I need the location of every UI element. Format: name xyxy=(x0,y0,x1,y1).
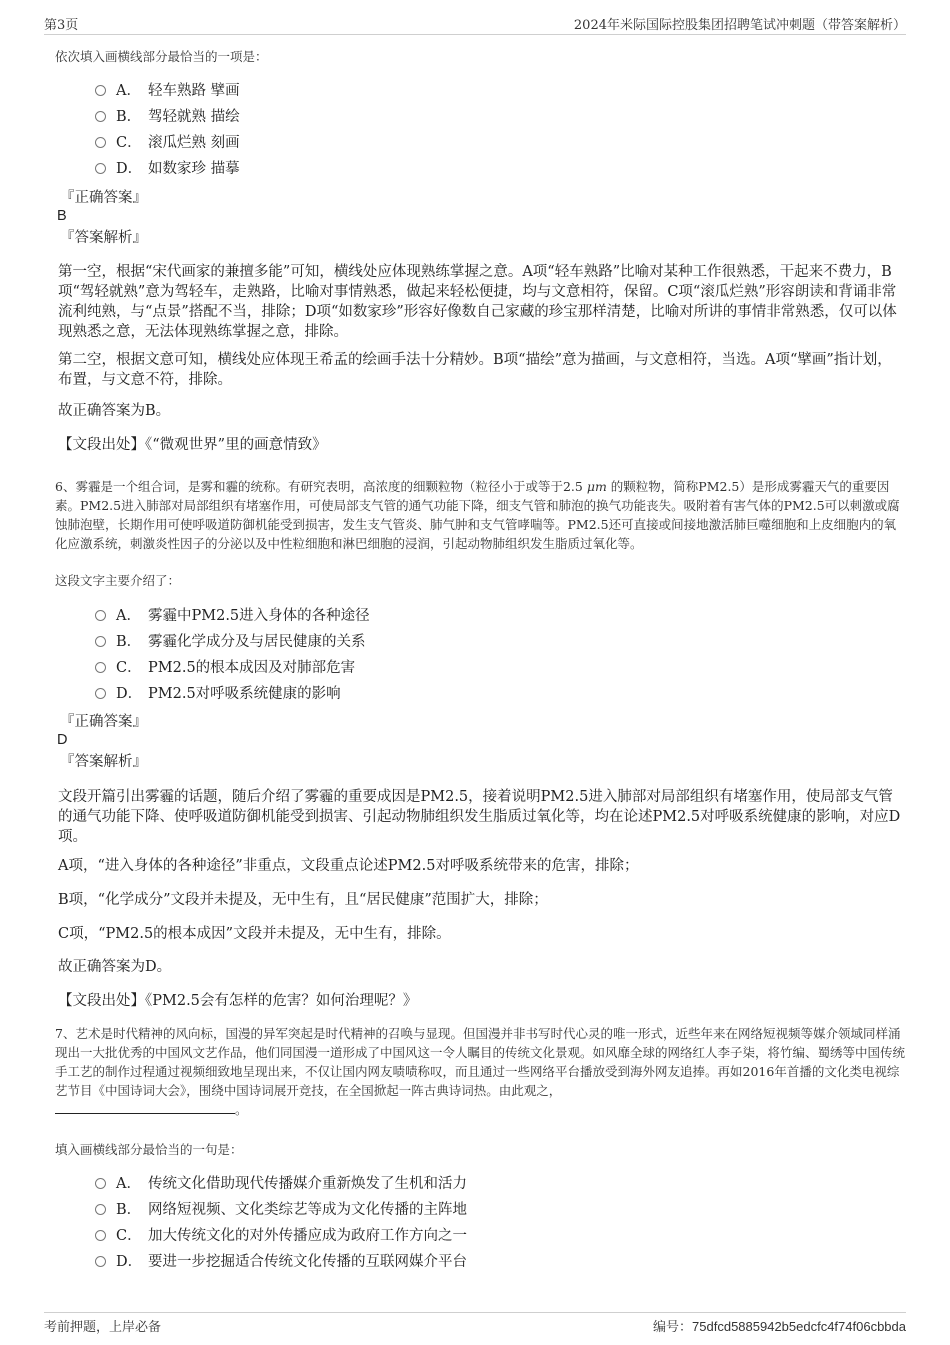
radio-icon[interactable] xyxy=(95,1204,106,1215)
question-passage: 7、艺术是时代精神的风向标，国漫的异军突起是时代精神的召唤与显现。但国漫并非书写时代心灵的唯一形式，近些年来在网络短视频等媒介领域同样涌现出一大批优秀的中国风文艺作品，他们同国漫一道形成了中国风这一令人瞩目的传统文化景观。如风靡全球的网络红人李子柒，将竹编、蜀绣等中国传统手工艺的制作过程通过视频细致地呈现出来，不仅让国内网友啧啧称叹，而且通过一些网络平台播放受到海外网友追捧。再如2016年首播的文化类电视综艺节目《中国诗词大会》，围绕中国诗词展开竞技，在全国掀起一阵古典诗词热。由此观之， 。 xyxy=(55,1026,906,1117)
option-c[interactable]: C． 加大传统文化的对外传播应成为政府工作方向之一 xyxy=(95,1225,467,1247)
page-footer xyxy=(44,1312,906,1337)
radio-icon[interactable] xyxy=(95,662,106,673)
option-b[interactable]: B． 网络短视频、文化类综艺等成为文化传播的主阵地 xyxy=(95,1199,467,1221)
question-stem: 依次填入画横线部分最恰当的一项是： xyxy=(55,49,268,64)
document-title: 2024年米际国际控股集团招聘笔试冲刺题（带答案解析） xyxy=(573,18,906,33)
unit-symbol: μm xyxy=(586,479,607,494)
radio-icon[interactable] xyxy=(95,610,106,621)
document-id: 编号：75dfcd5885942b5edcfc4f74f06cbbda xyxy=(653,1319,906,1334)
source-citation: 【文段出处】《“微观世界”里的画意情致》 xyxy=(58,437,327,453)
question-passage: 6、雾霾是一个组合词，是雾和霾的统称。有研究表明，高浓度的细颗粒物（粒径小于或等于2.5 μm 的颗粒物，简称PM2.5）是形成雾霾天气的重要因素。PM2.5进入肺部对局部组织有堵塞作用，可使局部支气管的通气功能下降，细支气管和肺泡的换气功能丧失。吸附着有害气体的PM2.5可以刺激或腐蚀肺泡壁，长期作用可使呼吸道防御机能受到损害，发生支气管炎、肺气肿和支气管哮喘等。PM2.5还可直接或间接地激活肺巨噬细胞和上皮细胞内的氧化应激系统，刺激炎性因子的分泌以及中性粒细胞和淋巴细胞的浸润，引起动物肺组织发生脂质过氧化等。 xyxy=(55,479,900,551)
radio-icon[interactable] xyxy=(95,688,106,699)
option-d[interactable]: D． PM2.5对呼吸系统健康的影响 xyxy=(95,683,341,705)
analysis-conclusion: 故正确答案为B。 xyxy=(58,403,171,419)
option-c[interactable]: C． 滚瓜烂熟 刻画 xyxy=(95,132,240,154)
analysis-paragraph: 文段开篇引出雾霾的话题，随后介绍了雾霾的重要成因是PM2.5，接着说明PM2.5进入肺部对局部组织有堵塞作用，使局部支气管的通气功能下降、使呼吸道防御机能受到损害、引起动物肺组织发生脂质过氧化等，均在论述PM2.5对呼吸系统健康的影响，对应D项。 xyxy=(58,789,901,845)
analysis-paragraph: A项，“进入身体的各种途径”非重点，文段重点论述PM2.5对呼吸系统带来的危害，排除； xyxy=(58,858,639,874)
option-a[interactable]: A． 轻车熟路 擘画 xyxy=(95,80,240,102)
analysis-paragraph: B项，“化学成分”文段并未提及，无中生有，且“居民健康”范围扩大，排除； xyxy=(58,892,548,908)
answer-label: 『正确答案』 xyxy=(60,714,147,730)
option-b[interactable]: B． 驾轻就熟 描绘 xyxy=(95,106,240,128)
radio-icon[interactable] xyxy=(95,163,106,174)
question-stem: 这段文字主要介绍了： xyxy=(55,573,181,588)
analysis-paragraph: C项，“PM2.5的根本成因”文段并未提及，无中生有，排除。 xyxy=(58,926,451,942)
analysis-label: 『答案解析』 xyxy=(60,754,147,770)
footer-slogan: 考前押题，上岸必备 xyxy=(44,1320,162,1335)
option-b[interactable]: B． 雾霾化学成分及与居民健康的关系 xyxy=(95,631,366,653)
answer-blank xyxy=(55,1101,235,1114)
analysis-conclusion: 故正确答案为D。 xyxy=(58,959,172,975)
radio-icon[interactable] xyxy=(95,85,106,96)
page-header xyxy=(44,14,906,35)
radio-icon[interactable] xyxy=(95,1230,106,1241)
answer-label: 『正确答案』 xyxy=(60,190,147,206)
page-number: 第3页 xyxy=(44,18,79,33)
radio-icon[interactable] xyxy=(95,111,106,122)
option-d[interactable]: D． 如数家珍 描摹 xyxy=(95,158,240,180)
radio-icon[interactable] xyxy=(95,1178,106,1189)
option-c[interactable]: C． PM2.5的根本成因及对肺部危害 xyxy=(95,657,355,679)
question-stem: 填入画横线部分最恰当的一句是： xyxy=(55,1142,243,1157)
analysis-paragraph: 第一空，根据“宋代画家的兼擅多能”可知，横线处应体现熟练掌握之意。A项“轻车熟路”比喻对某种工作很熟悉，干起来不费力，B项“驾轻就熟”意为驾轻车，走熟路，比喻对事情熟悉，做起来轻松便捷，均与文意相符，保留。C项“滚瓜烂熟”形容朗读和背诵非常流利纯熟，与“点景”搭配不当，排除；D项“如数家珍”形容好像数自己家藏的珍宝那样清楚，比喻对所讲的事情非常熟悉，仅可以体现熟悉之意，无法体现熟练掌握之意，排除。 xyxy=(58,264,897,340)
radio-icon[interactable] xyxy=(95,636,106,647)
analysis-paragraph: 第二空，根据文意可知，横线处应体现王希孟的绘画手法十分精妙。B项“描绘”意为描画，与文意相符，当选。A项“擘画”指计划，布置，与文意不符，排除。 xyxy=(58,352,892,388)
source-citation: 【文段出处】《PM2.5会有怎样的危害？如何治理呢？》 xyxy=(58,993,418,1009)
answer-value: D xyxy=(57,732,68,748)
answer-value: B xyxy=(57,208,67,224)
radio-icon[interactable] xyxy=(95,1256,106,1267)
option-d[interactable]: D． 要进一步挖掘适合传统文化传播的互联网媒介平台 xyxy=(95,1251,467,1273)
option-a[interactable]: A． 传统文化借助现代传播媒介重新焕发了生机和活力 xyxy=(95,1173,467,1195)
radio-icon[interactable] xyxy=(95,137,106,148)
analysis-label: 『答案解析』 xyxy=(60,230,147,246)
option-a[interactable]: A． 雾霾中PM2.5进入身体的各种途径 xyxy=(95,605,370,627)
